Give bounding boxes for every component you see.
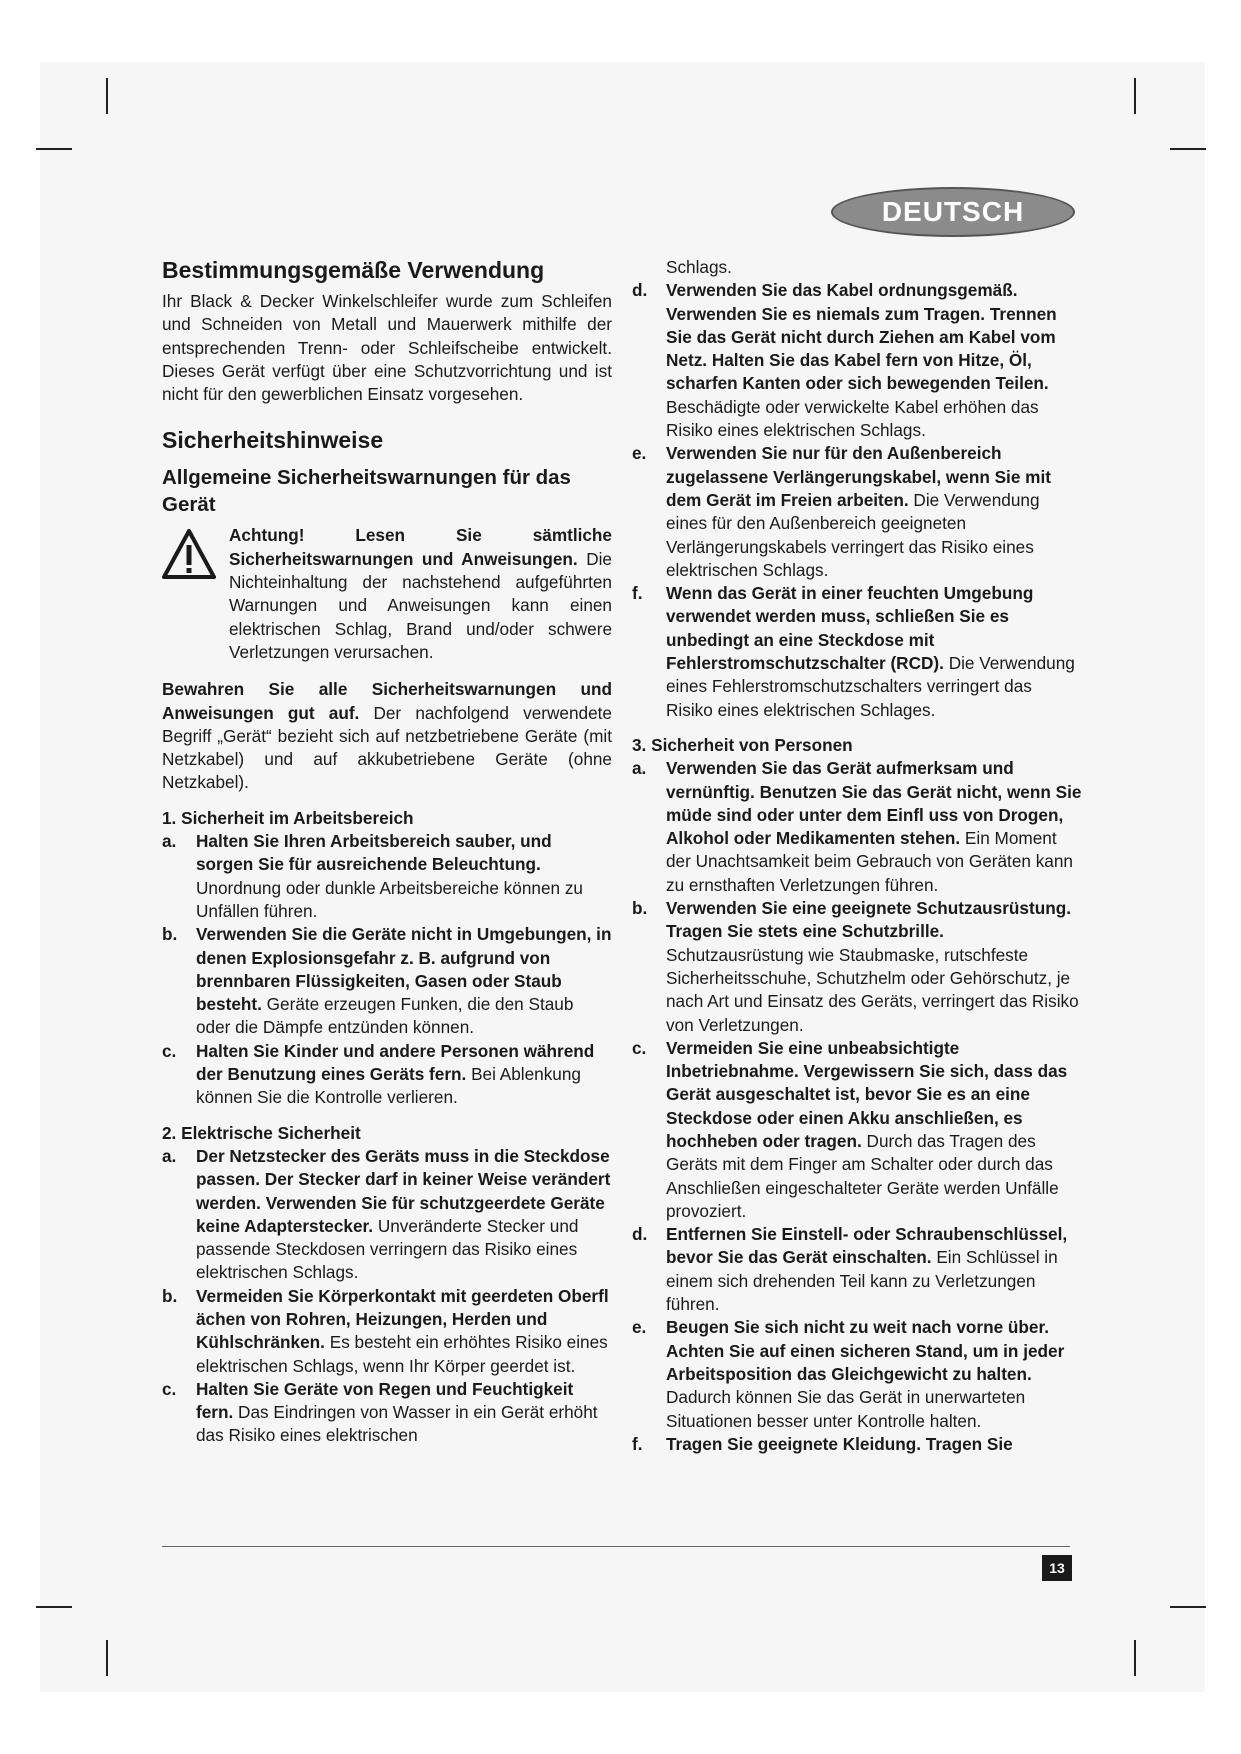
personal-item-a bbox=[632, 757, 1082, 897]
item-bold: Wenn das Gerät in einer feuchten Umgebung verwendet werden muss, schließen Sie es unbedingt an eine Steckdose mit Fehlerstromschutzschalter (RCD). bbox=[666, 583, 1034, 674]
crop-mark-bottom-right-vertical bbox=[1134, 1640, 1136, 1676]
item-letter: e. bbox=[632, 1317, 647, 1338]
item-text: Ein Schlüssel in einem sich drehenden Teil kann zu Verletzungen führen. bbox=[666, 1247, 1058, 1315]
item-text: Bei Ablenkung können Sie die Kontrolle verlieren. bbox=[196, 1064, 581, 1108]
crop-mark-top-right-horizontal bbox=[1170, 148, 1206, 150]
item-text: Die Verwendung eines Fehlerstromschutzschalters verringert das Risiko eines elektrischen Schlages. bbox=[666, 653, 1075, 720]
item-letter: c. bbox=[632, 1037, 647, 1058]
item-bold: Verwenden Sie das Gerät aufmerksam und vernünftig. Benutzen Sie das Gerät nicht, wenn Sie müde sind oder unter dem Einfl uss von Drogen, Alkohol oder Medikamenten stehen. bbox=[666, 758, 1082, 849]
item-letter: d. bbox=[632, 280, 648, 301]
item-text: Unordnung oder dunkle Arbeitsbereiche können zu Unfällen führen. bbox=[196, 877, 583, 921]
warning-text: Die Nichteinhaltung der nachstehend aufgeführten Warnungen und Anweisungen kann einen elektrischen Schlag, Brand und/oder schwere Verletzungen verursachen. bbox=[229, 548, 612, 662]
right-column bbox=[632, 256, 1082, 1456]
item-bold: Halten Sie Geräte von Regen und Feuchtigkeit fern. bbox=[196, 1378, 574, 1423]
work-area-item-a bbox=[162, 830, 612, 923]
keep-text: Der nachfolgend verwendete Begriff „Gerät“ bezieht sich auf netzbetriebene Geräte (mit Netzkabel) und auf akkubetriebene Geräte (ohne Netzkabel). bbox=[162, 702, 612, 793]
item-bold: Halten Sie Ihren Arbeitsbereich sauber, und sorgen Sie für ausreichende Beleuchtung. bbox=[196, 831, 552, 875]
crop-mark-top-left-horizontal bbox=[36, 148, 72, 150]
item-bold: Verwenden Sie eine geeignete Schutzausrüstung. Tragen Sie stets eine Schutzbrille. bbox=[666, 898, 1071, 942]
item-bold: Verwenden Sie die Geräte nicht in Umgebungen, in denen Explosionsgefahr z. B. aufgrund von brennbaren Flüssigkeiten, Gasen oder Staub besteht. bbox=[196, 924, 612, 1015]
item-bold: Vermeiden Sie eine unbeabsichtigte Inbetriebnahme. Vergewissern Sie sich, dass das Gerät ausgeschaltet ist, bevor Sie es an eine Steckdose oder einen Akku anschließen, es hochheben oder tragen. bbox=[666, 1037, 1068, 1151]
keep-instructions bbox=[162, 678, 612, 794]
item-letter: b. bbox=[632, 898, 648, 919]
footer-rule bbox=[162, 1546, 1070, 1547]
personal-item-f bbox=[632, 1433, 1082, 1456]
item-letter: a. bbox=[632, 758, 647, 779]
item-bold: Entfernen Sie Einstell- oder Schraubenschlüssel, bevor Sie das Gerät einschalten. bbox=[666, 1224, 1068, 1268]
work-area-item-b bbox=[162, 923, 612, 1039]
item-letter: f. bbox=[632, 583, 643, 604]
safety-heading: Sicherheitshinweise bbox=[162, 427, 384, 454]
general-warnings-heading: Allgemeine Sicherheitswarnungen für das Gerät bbox=[162, 466, 571, 517]
item-text: Geräte erzeugen Funken, die den Staub oder die Dämpfe entzünden können. bbox=[196, 994, 574, 1038]
item-text: Dadurch können Sie das Gerät in unerwarteten Situationen besser unter Kontrolle halten. bbox=[666, 1387, 1026, 1431]
crop-mark-top-right-vertical bbox=[1134, 78, 1136, 114]
item-text: Durch das Tragen des Geräts mit dem Finger am Schalter oder durch das Anschließen eingeschalteter Geräte werden Unfälle provoziert. bbox=[666, 1130, 1059, 1221]
item-bold: Verwenden Sie nur für den Außenbereich zugelassene Verlängerungskabel, wenn Sie mit dem Gerät im Freien arbeiten. bbox=[666, 443, 1051, 510]
crop-mark-bottom-right-horizontal bbox=[1170, 1606, 1206, 1608]
item-bold: Vermeiden Sie Körperkontakt mit geerdeten Oberfl ächen von Rohren, Heizungen, Herden und Kühlschränken. bbox=[196, 1285, 609, 1353]
electrical-item-c bbox=[162, 1378, 612, 1448]
item-text: Die Verwendung eines für den Außenbereich geeigneten Verlängerungskabels verringert das Risiko eines elektrischen Schlags. bbox=[666, 489, 1040, 580]
item-text: Beschädigte oder verwickelte Kabel erhöhen das Risiko eines elektrischen Schlags. bbox=[666, 396, 1039, 441]
item-text: Unveränderte Stecker und passende Steckdosen verringern das Risiko eines elektrischen Schlags. bbox=[196, 1215, 579, 1283]
item-letter: b. bbox=[162, 1285, 178, 1306]
item-letter: d. bbox=[632, 1224, 648, 1245]
left-column bbox=[162, 256, 612, 1448]
item-letter: a. bbox=[162, 831, 177, 852]
warning-triangle-icon bbox=[162, 528, 216, 580]
language-badge: DEUTSCH bbox=[831, 187, 1075, 237]
personal-item-d bbox=[632, 1223, 1082, 1316]
item-text: Das Eindringen von Wasser in ein Gerät erhöht das Risiko eines elektrischen bbox=[196, 1402, 598, 1446]
item-letter: a. bbox=[162, 1145, 177, 1166]
personal-item-c bbox=[632, 1037, 1082, 1223]
item-letter: b. bbox=[162, 924, 178, 945]
item-letter: c. bbox=[162, 1378, 177, 1399]
item-letter: c. bbox=[162, 1040, 177, 1061]
intended-use-heading: Bestimmungsgemäße Verwendung bbox=[162, 257, 545, 283]
item-text: Schutzausrüstung wie Staubmaske, rutschfeste Sicherheitsschuhe, Schutzhelm oder Gehörschutz, je nach Art und Einsatz des Geräts, verringert das Risiko von Verletzungen. bbox=[666, 944, 1079, 1035]
continued-text: Schlags. bbox=[666, 257, 732, 277]
page-number: 13 bbox=[1042, 1555, 1072, 1581]
keep-bold: Bewahren Sie alle Sicherheitswarnungen und Anweisungen gut auf. bbox=[162, 679, 612, 723]
item-text: Es besteht ein erhöhtes Risiko eines elektrischen Schlags, wenn Ihr Körper geerdet ist. bbox=[196, 1332, 608, 1376]
personal-item-b bbox=[632, 897, 1082, 1037]
crop-mark-top-left-vertical bbox=[106, 78, 108, 114]
item-bold: Tragen Sie geeignete Kleidung. Tragen Sie bbox=[666, 1433, 1013, 1454]
electrical-item-d bbox=[632, 279, 1082, 442]
item-text: Ein Moment der Unachtsamkeit beim Gebrauch von Geräten kann zu ernsthaften Verletzungen führen. bbox=[666, 828, 1073, 895]
item-bold: Der Netzstecker des Geräts muss in die Steckdose passen. Der Stecker darf in keiner Weise verändert werden. Verwenden Sie für schutzgeerdete Geräte keine Adapterstecker. bbox=[196, 1145, 611, 1236]
electrical-heading: 2. Elektrische Sicherheit bbox=[162, 1122, 361, 1143]
electrical-item-a bbox=[162, 1145, 612, 1285]
electrical-item-e bbox=[632, 442, 1082, 582]
warning-block bbox=[162, 524, 612, 664]
intended-use-text: Ihr Black & Decker Winkelschleifer wurde zum Schleifen und Schneiden von Metall und Mauerwerk mithilfe der entsprechenden Trenn- oder Schleifscheibe entwickelt. Dieses Gerät verfügt über eine Schutzvorrichtung und ist nicht für den gewerblichen Einsatz vorgesehen. bbox=[162, 291, 612, 405]
crop-mark-bottom-left-vertical bbox=[106, 1640, 108, 1676]
item-letter: e. bbox=[632, 443, 647, 464]
item-bold: Verwenden Sie das Kabel ordnungsgemäß. Verwenden Sie es niemals zum Tragen. Trennen Sie das Gerät nicht durch Ziehen am Kabel vom Netz. Halten Sie das Kabel fern von Hitze, Öl, scharfen Kanten oder sich bewegenden Teilen. bbox=[666, 280, 1057, 394]
warning-bold: Achtung! Lesen Sie sämtliche Sicherheitswarnungen und Anweisungen. bbox=[229, 525, 612, 569]
work-area-heading: 1. Sicherheit im Arbeitsbereich bbox=[162, 807, 414, 828]
work-area-item-c bbox=[162, 1040, 612, 1110]
item-bold: Beugen Sie sich nicht zu weit nach vorne über. Achten Sie auf einen sicheren Stand, um in jeder Arbeitsposition das Gleichgewicht zu halten. bbox=[666, 1317, 1065, 1384]
item-letter: f. bbox=[632, 1433, 643, 1454]
personal-item-e bbox=[632, 1316, 1082, 1432]
personal-safety-heading: 3. Sicherheit von Personen bbox=[632, 734, 853, 755]
crop-mark-bottom-left-horizontal bbox=[36, 1606, 72, 1608]
electrical-item-b bbox=[162, 1285, 612, 1378]
item-bold: Halten Sie Kinder und andere Personen während der Benutzung eines Geräts fern. bbox=[196, 1040, 595, 1085]
electrical-item-f bbox=[632, 582, 1082, 722]
